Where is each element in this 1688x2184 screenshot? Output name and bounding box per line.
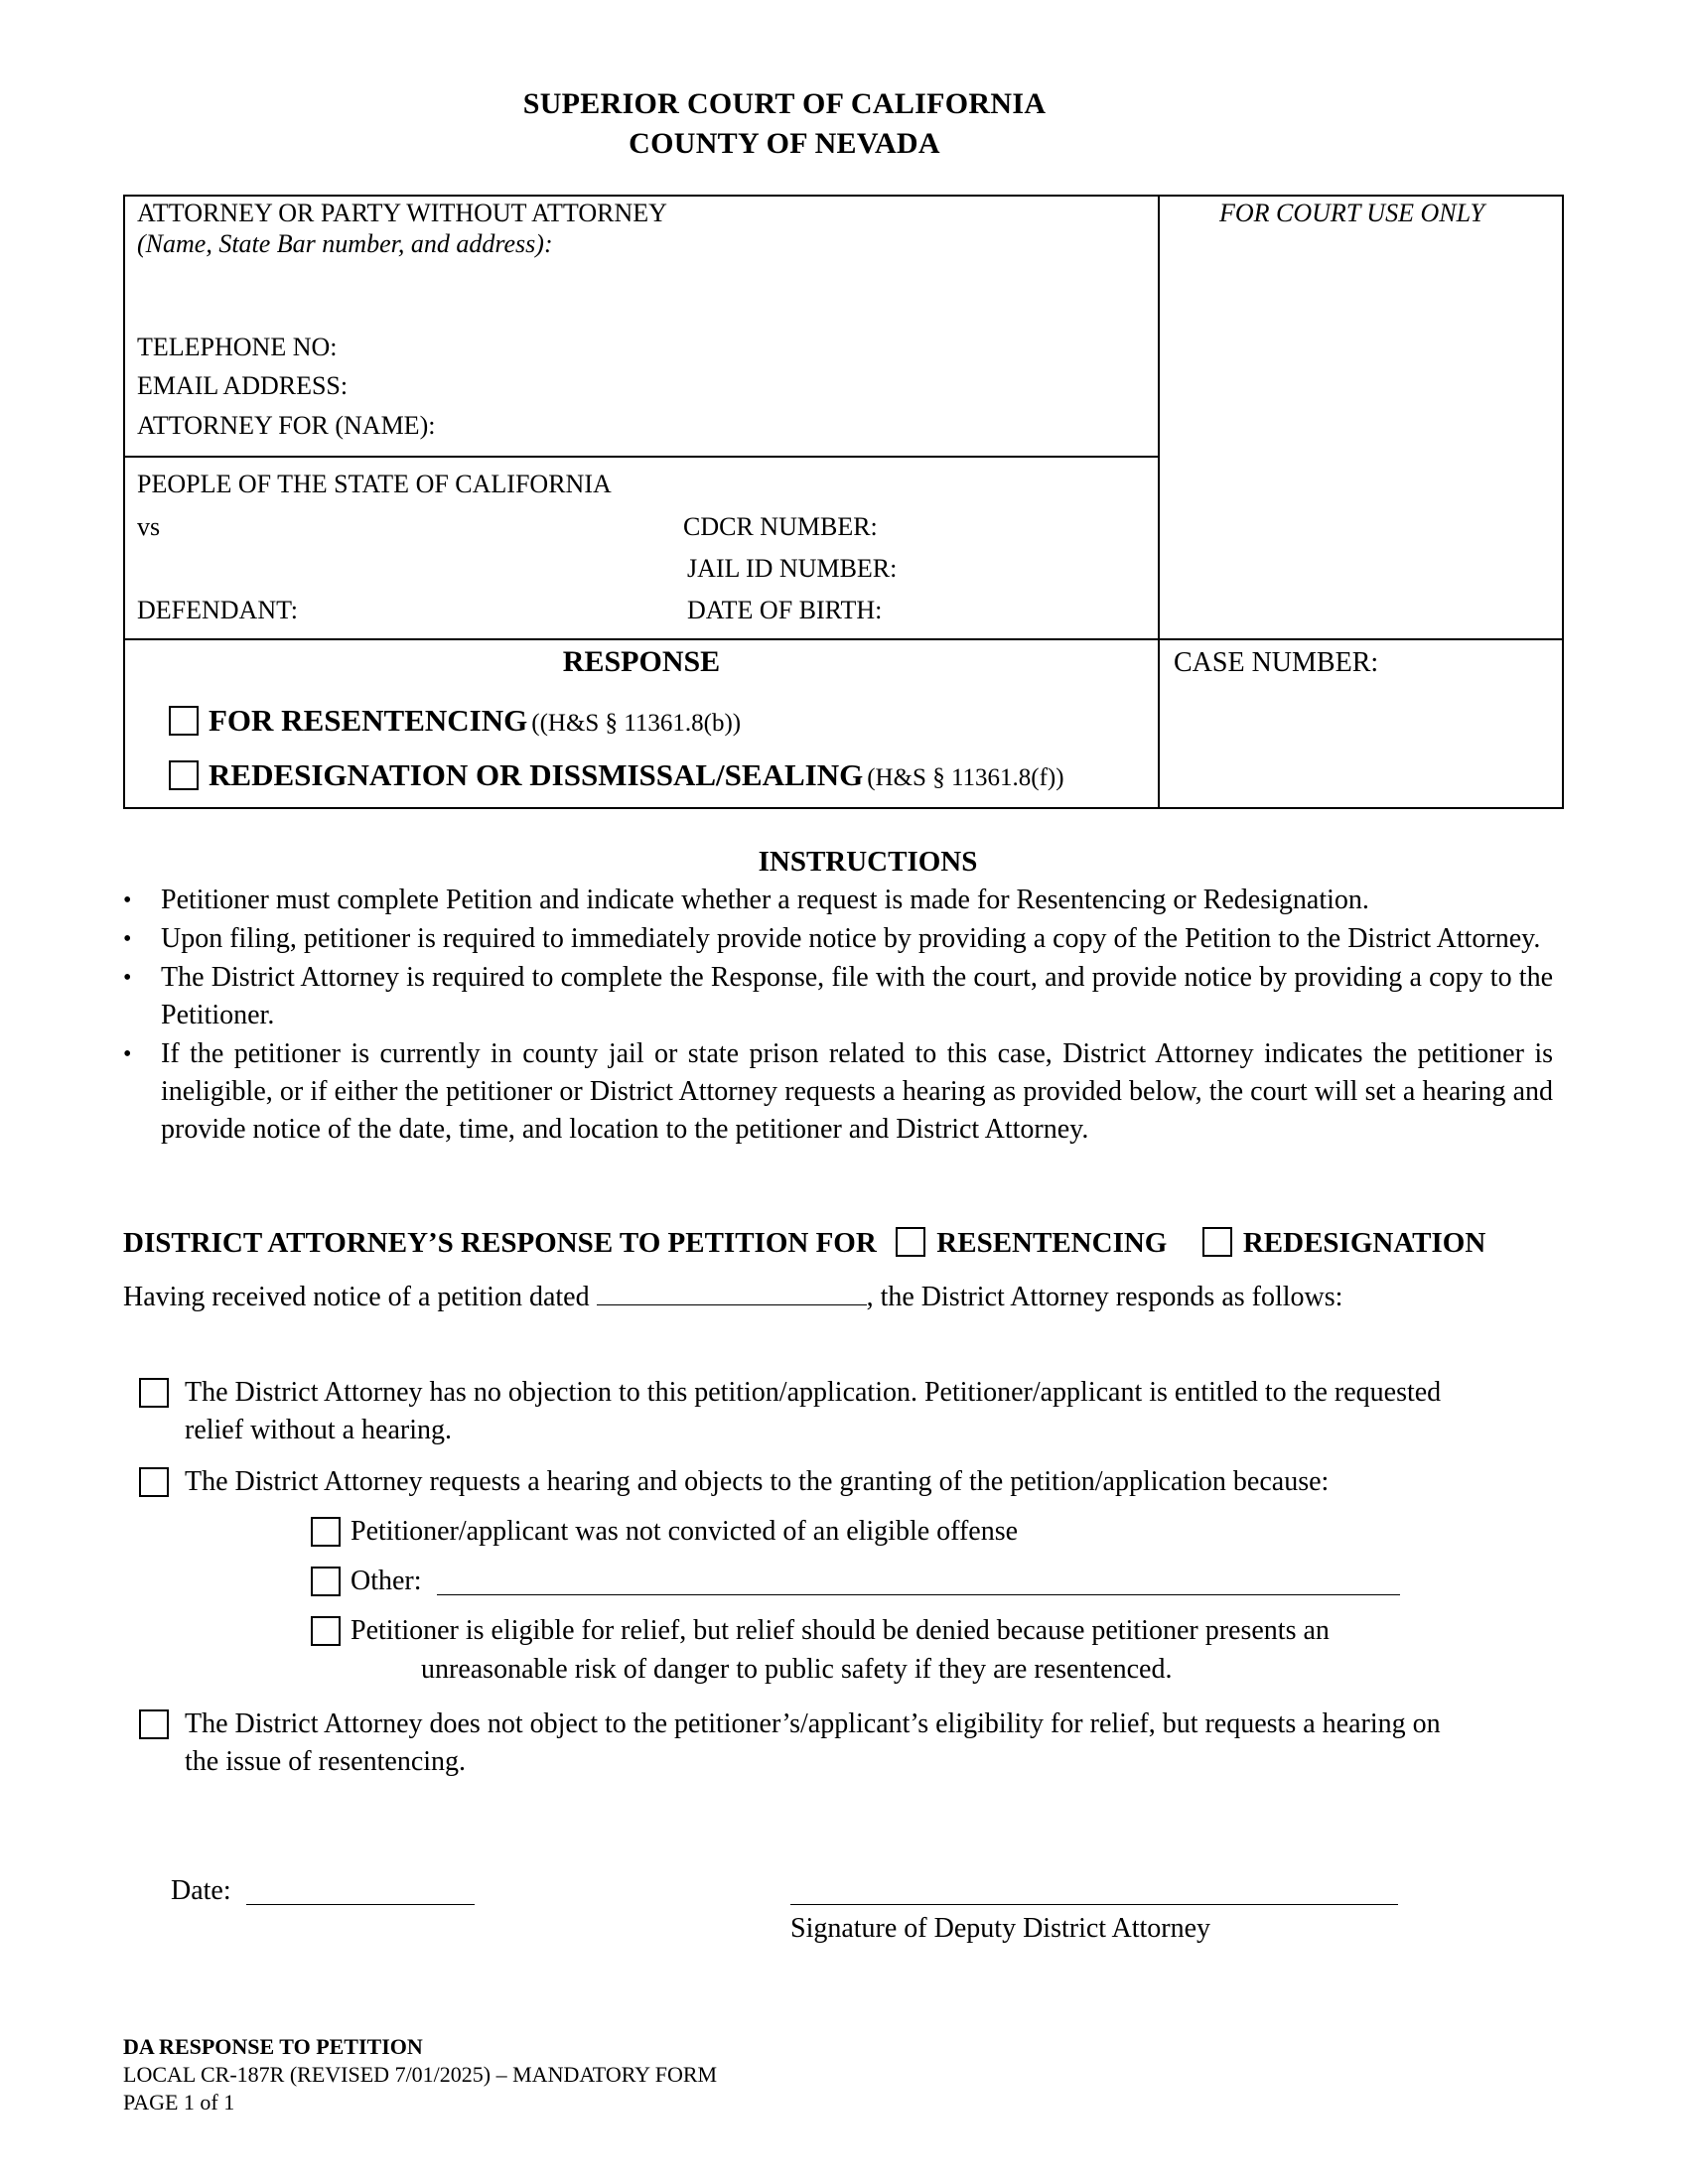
resentencing-ref: ((H&S § 11361.8(b)) — [531, 710, 742, 737]
not-convicted-text: Petitioner/applicant was not convicted of an eligible offense — [351, 1516, 1019, 1547]
requests-hearing-text: The District Attorney requests a hearing and objects to the granting of the petition/application because: — [185, 1466, 1330, 1497]
instructions-list — [123, 882, 1553, 1150]
court-use-label: FOR COURT USE ONLY — [1219, 199, 1484, 227]
dob-label: DATE OF BIRTH: — [687, 596, 883, 624]
attorney-for-label: ATTORNEY FOR (NAME): — [137, 411, 436, 440]
da-redesignation-checkbox[interactable] — [1202, 1227, 1232, 1257]
instruction-item: • Upon filing, petitioner is required to immediately provide notice by providing a copy of the Petition to the District Attorney. — [123, 920, 1553, 958]
received-post: , the District Attorney responds as follows: — [866, 1282, 1343, 1312]
other-label: Other: — [351, 1566, 422, 1596]
footer-page: PAGE 1 of 1 — [123, 2090, 235, 2115]
not-convicted-checkbox[interactable] — [311, 1517, 341, 1547]
caption-divider-vertical — [1158, 195, 1160, 809]
vs-label: vs — [137, 512, 161, 541]
instructions-title: INSTRUCTIONS — [758, 846, 978, 878]
option-redesignation — [169, 757, 1064, 793]
da-redesignation-label: REDESIGNATION — [1242, 1227, 1486, 1259]
attorney-label: ATTORNEY OR PARTY WITHOUT ATTORNEY — [137, 199, 667, 227]
footer-form-title: DA RESPONSE TO PETITION — [123, 2034, 423, 2059]
da-resentencing-label: RESENTENCING — [936, 1227, 1168, 1259]
resentencing-label: FOR RESENTENCING — [209, 703, 528, 738]
footer-form-id: LOCAL CR-187R (REVISED 7/01/2025) – MANDATORY FORM — [123, 2062, 718, 2087]
does-not-object-checkbox[interactable] — [139, 1709, 169, 1739]
attorney-hint: (Name, State Bar number, and address): — [137, 229, 553, 258]
unreasonable-risk-text-2: unreasonable risk of danger to public safety if they are resentenced. — [421, 1654, 1173, 1685]
people-label: PEOPLE OF THE STATE OF CALIFORNIA — [137, 470, 612, 498]
unreasonable-risk-checkbox[interactable] — [311, 1616, 341, 1646]
requests-hearing-checkbox[interactable] — [139, 1467, 169, 1497]
court-title: SUPERIOR COURT OF CALIFORNIA — [522, 87, 1047, 120]
cdcr-label: CDCR NUMBER: — [683, 512, 878, 541]
county-title: COUNTY OF NEVADA — [629, 127, 940, 160]
received-pre: Having received notice of a petition dated — [123, 1282, 590, 1312]
signature-label: Signature of Deputy District Attorney — [790, 1913, 1211, 1944]
date-label: Date: — [171, 1875, 231, 1906]
instruction-item: • Petitioner must complete Petition and indicate whether a request is made for Resentencing or Redesignation. — [123, 882, 1553, 919]
caption-divider-response — [123, 638, 1564, 640]
date-field[interactable] — [246, 1904, 475, 1905]
case-number-label: CASE NUMBER: — [1174, 647, 1379, 678]
option-resentencing — [169, 703, 741, 739]
redesignation-ref: (H&S § 11361.8(f)) — [867, 764, 1064, 791]
instruction-item: • If the petitioner is currently in county jail or state prison related to this case, District Attorney indicates the petitioner is ineligible, or if either the petitioner or District Attorney requests a hearing as provided below, the court will set a hearing and provide notice of the date, time, and location to the petitioner and District Attorney. — [123, 1035, 1553, 1149]
email-label: EMAIL ADDRESS: — [137, 371, 349, 400]
received-notice-line — [123, 1279, 1342, 1316]
other-checkbox[interactable] — [311, 1567, 341, 1596]
no-objection-checkbox[interactable] — [139, 1378, 169, 1408]
unreasonable-risk-text-1: Petitioner is eligible for relief, but relief should be denied because petitioner presents an — [351, 1615, 1330, 1646]
jail-id-label: JAIL ID NUMBER: — [687, 554, 898, 583]
telephone-label: TELEPHONE NO: — [137, 333, 338, 361]
da-heading-text: DISTRICT ATTORNEY’S RESPONSE TO PETITION FOR — [123, 1227, 877, 1259]
signature-field[interactable] — [790, 1904, 1398, 1905]
no-objection-text: The District Attorney has no objection to this petition/application. Petitioner/applicant is entitled to the requested relief without a hearing. — [185, 1377, 1442, 1445]
resentencing-checkbox[interactable] — [169, 706, 199, 736]
response-title: RESPONSE — [562, 645, 721, 678]
does-not-object-text: The District Attorney does not object to the petitioner’s/applicant’s eligibility for relief, but requests a hearing on the issue of resentencing. — [185, 1708, 1441, 1777]
caption-divider-attorney — [123, 456, 1160, 458]
redesignation-label: REDESIGNATION OR DISSMISSAL/SEALING — [209, 757, 864, 792]
redesignation-checkbox[interactable] — [169, 760, 199, 790]
other-reason-field[interactable] — [437, 1594, 1400, 1595]
defendant-label: DEFENDANT: — [137, 596, 298, 624]
instruction-item: • The District Attorney is required to complete the Response, file with the court, and provide notice by providing a copy to the Petitioner. — [123, 959, 1553, 1034]
da-response-heading — [123, 1227, 1485, 1260]
da-resentencing-checkbox[interactable] — [896, 1227, 925, 1257]
petition-date-field[interactable] — [597, 1283, 867, 1305]
